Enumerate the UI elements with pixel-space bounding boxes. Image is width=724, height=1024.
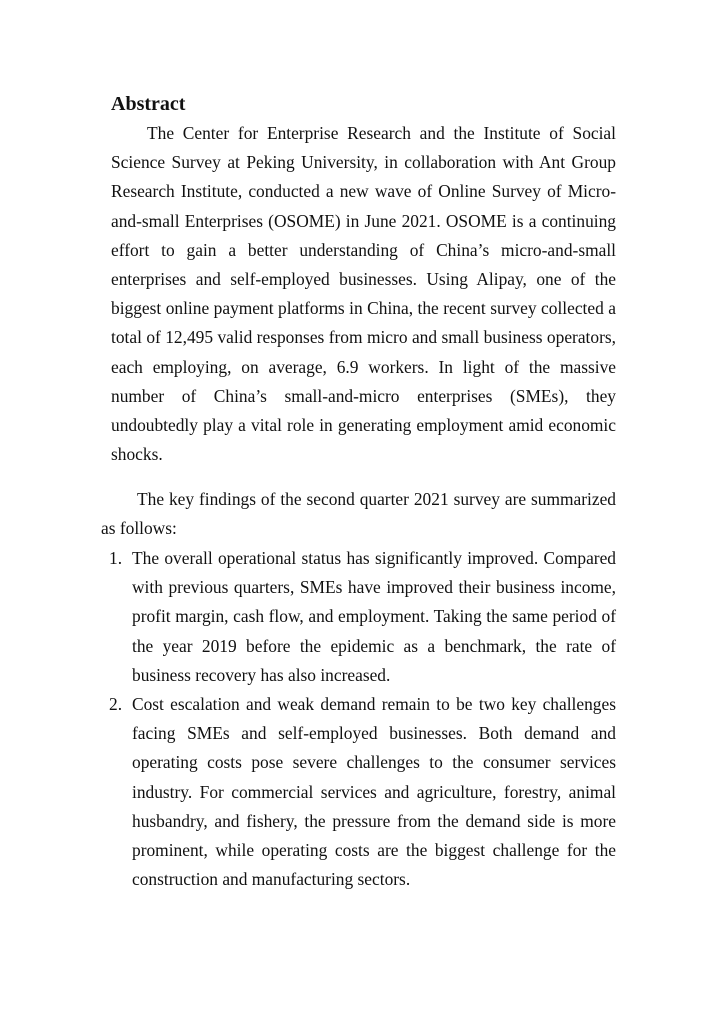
list-item	[101, 690, 616, 894]
key-findings-list	[101, 544, 616, 894]
list-item-number: 1.	[109, 548, 123, 568]
list-item-text: Cost escalation and weak demand remain to be two key challenges facing SMEs and self-employed businesses. Both demand and operating costs pose severe challenges to the consumer services industry. For commercial services and agriculture, forestry, animal husbandry, and fishery, the pressure from the demand side is more prominent, while operating costs are the biggest challenge for the construction and manufacturing sectors.	[132, 694, 616, 890]
list-item-number: 2.	[109, 694, 123, 715]
abstract-heading: Abstract	[111, 93, 186, 115]
list-item-text: The overall operational status has significantly improved. Compared with previous quarters, SMEs have improved their business income, profit margin, cash flow, and employment. Taking the same period of the year 2019 before the epidemic as a benchmark, the rate of business recovery has also increased.	[132, 548, 616, 685]
abstract-paragraph-summary: The key findings of the second quarter 2021 survey are summarized as follows:	[101, 489, 616, 539]
abstract-paragraph-intro: The Center for Enterprise Research and the Institute of Social Science Survey at Peking University, in collaboration with Ant Group Research Institute, conducted a new wave of Online Survey of Micro-and-small Enterprises (OSOME) in June 2021. OSOME is a continuing effort to gain a better understanding of China’s micro-and-small enterprises and self-employed businesses. Using Alipay, one of the biggest online payment platforms in China, the recent survey collected a total of 12,495 valid responses from micro and small business operators, each employing, on average, 6.9 workers. In light of the massive number of China’s small-and-micro enterprises (SMEs), they undoubtedly play a vital role in generating employment amid economic shocks.	[111, 123, 616, 465]
list-item	[101, 544, 616, 690]
